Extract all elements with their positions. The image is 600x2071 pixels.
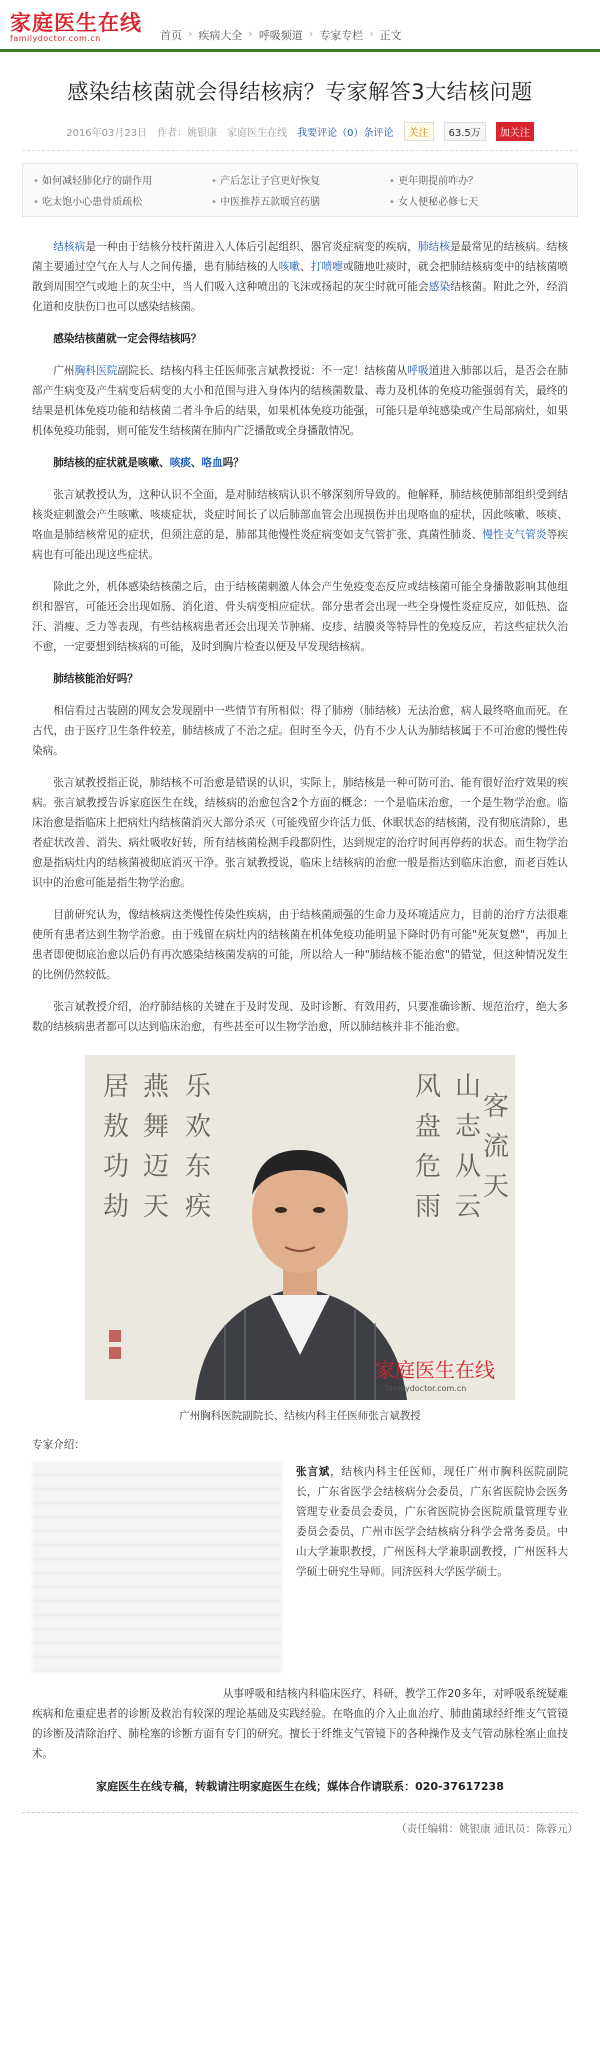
photo-watermark: 家庭医生在线 xyxy=(375,1358,495,1382)
article-source: 家庭医生在线 xyxy=(227,127,288,139)
keyword-link[interactable]: 感染 xyxy=(428,281,451,293)
svg-text:风: 风 xyxy=(415,1072,442,1102)
svg-text:危: 危 xyxy=(415,1152,442,1182)
text: 是最常见的结核病。结核菌主要通过空气在人与人之间传播，患有肺结核的人 xyxy=(32,241,569,273)
photo-caption: 广州胸科医院副院长、结核内科主任医师张言斌教授 xyxy=(179,1410,421,1422)
breadcrumb-separator: › xyxy=(248,27,253,40)
article-meta xyxy=(22,120,578,151)
paragraph: 张言斌教授指正说，肺结核不可治愈是错误的认识，实际上，肺结核是一种可防可治、能有很好治疗效果的疾病。张言斌教授告诉家庭医生在线，结核病的治愈包含2个方面的概念：一个是临床治愈，一个是生物学治愈。临床治愈是指临床上把病灶内结核菌消灭大部分杀灭（可能残留少许活力低、休眠状态的结核菌，没有彻底清除），患者症状改善、消失、病灶吸收好转，所有结核菌检测手段都阴性，达到规定的治疗时间再停药的状态。而生物学治愈是指病灶内的结核菌被彻底消灭干净。张言斌教授说，临床上结核病的治愈一般是指达到临床治愈，而老百姓认识中的治愈可能是指生物学治愈。 xyxy=(32,777,568,889)
text: 肺结核的症状就是咳嗽、 xyxy=(53,457,170,469)
svg-text:功: 功 xyxy=(103,1152,130,1182)
text: 结核菌。附此之外，经消化道和皮肤伤口也可以感染结核菌。 xyxy=(32,281,569,313)
text: 吗？ xyxy=(222,457,244,469)
keyword-link[interactable]: 结核病 xyxy=(53,241,86,253)
copyright-note: 家庭医生在线专稿，转载请注明家庭医生在线；媒体合作请联系：020-37617238 xyxy=(96,1780,504,1793)
svg-text:疾: 疾 xyxy=(185,1192,212,1222)
text: 等疾病也有可能出现这些症状。 xyxy=(32,529,569,561)
expert-bio-continued xyxy=(32,1684,568,1764)
section-heading: 肺结核能治好吗？ xyxy=(53,673,138,685)
expert-name: 张言斌 xyxy=(296,1466,331,1478)
svg-text:山: 山 xyxy=(455,1072,482,1102)
breadcrumb-separator: › xyxy=(188,27,193,40)
comment-link[interactable]: 我要评论（0）条评论 xyxy=(297,127,394,139)
related-link[interactable]: • 产后怎让子宫更好恢复 xyxy=(211,172,389,187)
breadcrumb-expert-column[interactable]: 专家专栏 xyxy=(319,29,364,42)
keyword-link[interactable]: 打喷嚏 xyxy=(310,261,343,273)
keyword-link[interactable]: 呼吸 xyxy=(407,365,429,377)
svg-text:欢: 欢 xyxy=(185,1112,212,1142)
section-heading xyxy=(32,453,568,473)
svg-text:劫: 劫 xyxy=(103,1192,130,1222)
keyword-link[interactable]: 咳嗽 xyxy=(278,261,301,273)
svg-text:燕: 燕 xyxy=(143,1072,170,1102)
editor-credit: （责任编辑：姚银康 通讯员：陈蓉元） xyxy=(22,1812,578,1836)
paragraph xyxy=(32,361,568,441)
related-link[interactable]: • 女人便秘必修七天 xyxy=(389,193,567,208)
logo-domain: familydoctor.com.cn xyxy=(10,34,101,43)
keyword-link[interactable]: 咯血 xyxy=(201,457,223,469)
paragraph: 目前研究认为，像结核病这类慢性传染性疾病，由于结核菌顽强的生命力及环境适应力，目前的治疗方法很难使所有患者达到生物学治愈。由于残留在病灶内的结核菌在机体免疫功能明显下降时仍有可能"死灰复燃"，再加上患者即使彻底治愈以后仍有再次感染结核菌发病的可能，所以给人一种"肺结核不能治愈"的错觉，但这种情况发生的比例仍然较低。 xyxy=(32,909,568,981)
related-links xyxy=(22,163,578,217)
paragraph: 从事呼吸和结核内科临床医疗、科研、教学工作20多年，对呼吸系统疑难疾病和危重症患者的诊断及救治有较深的理论基础及实践经验。在咯血的介入止血治疗、肺曲菌球经纤维支气管镜的诊断及清除治疗、肺栓塞的诊断方面有专门的研究。擅长于纤维支气管镜下的各种操作及支气管动脉栓塞止血技术。 xyxy=(32,1688,568,1760)
text: 副院长、结核内科主任医师张言斌教授说：不一定！结核菌从 xyxy=(117,365,408,377)
svg-text:敖: 敖 xyxy=(103,1112,130,1142)
breadcrumb-separator: › xyxy=(308,27,314,40)
svg-text:迈: 迈 xyxy=(143,1152,170,1182)
keyword-link[interactable]: 咳痰 xyxy=(169,457,191,469)
follow-button[interactable]: 关注 xyxy=(404,122,434,141)
paragraph: 相信看过古装剧的网友会发现剧中一些情节有所相似：得了肺痨（肺结核）无法治愈，病人最终咯血而死。在古代，由于医疗卫生条件较差，肺结核成了不治之症。但时至今天，仍有不少人认为肺结核属于不可治愈的慢性传染病。 xyxy=(32,705,568,757)
text: 张言斌教授认为，这种认识不全面，是对肺结核病认识不够深刻所导致的。他解释，肺结核使肺部组织受到结核炎症刺激会产生咳嗽、咳痰症状，炎症时间长了以后肺部血管会出现损伤并出现咯血的症状，因此咳嗽、咳痰、咯血是肺结核常见的症状，但须注意的是，肺部其他慢性炎症病变如支气管扩张、真菌性肺炎、 xyxy=(32,489,568,541)
paragraph: 张言斌教授介绍，治疗肺结核的关键在于及时发现、及时诊断、有效用药，只要准确诊断、规范治疗，绝大多数的结核病患者都可以达到临床治愈，有些甚至可以生物学治愈，所以肺结核并非不能治愈。 xyxy=(32,1001,568,1033)
related-link[interactable]: • 吃太饱小心患骨质疏松 xyxy=(33,193,211,208)
breadcrumb-current: 正文 xyxy=(379,29,402,42)
logo-text: 家庭医生在线 xyxy=(10,10,142,35)
keyword-link[interactable]: 胸科医院 xyxy=(74,365,118,377)
expert-intro xyxy=(32,1462,568,1672)
keyword-link[interactable]: 慢性支气管炎 xyxy=(482,529,547,541)
paragraph: 除此之外，机体感染结核菌之后，由于结核菌刺激人体会产生免疫变态反应或结核菌可能全身播散影响其他组织和器官，可能还会出现如肠、消化道、骨头病变相应症状。部分患者会出现一些全身慢性炎症反应，如低热、盗汗、消瘦、乏力等表现，有些结核病患者还会出现关节肿痛、皮疹、结膜炎等特异性的免疫反应，若这些症状久治不愈，一定要想到结核病的可能，及时到胸片检查以便及早发现结核病。 xyxy=(32,581,568,653)
follow-count: 63.5万 xyxy=(444,122,486,141)
top-bar xyxy=(0,0,600,52)
svg-text:天: 天 xyxy=(143,1192,170,1222)
expert-intro-label: 专家介绍： xyxy=(32,1439,85,1451)
related-link[interactable]: • 中医推荐五款暖宫药膳 xyxy=(211,193,389,208)
subscribe-button[interactable]: 加关注 xyxy=(496,122,534,141)
text: 广州 xyxy=(53,365,75,377)
article-author: 作者：姚银康 xyxy=(157,127,218,139)
svg-text:舞: 舞 xyxy=(143,1112,170,1142)
breadcrumb-diseases[interactable]: 疾病大全 xyxy=(198,29,243,42)
breadcrumb-respiratory[interactable]: 呼吸频道 xyxy=(258,29,303,42)
text: 、 xyxy=(190,457,202,469)
svg-text:从: 从 xyxy=(455,1152,482,1182)
site-logo[interactable] xyxy=(10,12,142,43)
paragraph xyxy=(32,485,568,565)
svg-text:流: 流 xyxy=(483,1132,510,1162)
svg-text:雨: 雨 xyxy=(415,1192,442,1222)
related-link[interactable]: • 如何减轻肺化疗的副作用 xyxy=(33,172,211,187)
expert-photo xyxy=(85,1055,515,1400)
svg-text:盘: 盘 xyxy=(415,1112,442,1142)
article-title: 感染结核菌就会得结核病？专家解答3大结核问题 xyxy=(67,80,533,104)
article-date: 2016年03月23日 xyxy=(66,127,148,139)
expert-bio xyxy=(296,1462,568,1672)
svg-text:天: 天 xyxy=(483,1172,510,1202)
svg-text:客: 客 xyxy=(483,1092,510,1122)
blurred-advertisement xyxy=(32,1462,282,1672)
svg-text:东: 东 xyxy=(185,1152,212,1182)
text: 、 xyxy=(300,261,311,273)
svg-text:志: 志 xyxy=(455,1112,482,1142)
breadcrumb-home[interactable]: 首页 xyxy=(160,29,182,42)
text: 是一种由于结核分枝杆菌进入人体后引起组织、器官炎症病变的疾病， xyxy=(85,241,418,253)
paragraph xyxy=(32,237,568,317)
text: 道进入肺部以后，是否会在肺部产生病变及产生病变后病变的大小和范围与进入身体内的结核菌数量、毒力及机体的免疫功能强弱有关，最终的结果是机体免疫功能和结核菌二者斗争后的结果，如果机体免疫功能强，可能只是单纯感染或产生局部病灶，如果机体免疫功能弱，则可能发生结核菌在肺内广泛播散或全身播散情况。 xyxy=(32,365,569,437)
breadcrumb-separator: › xyxy=(369,27,374,40)
article-body xyxy=(32,237,568,1037)
breadcrumb xyxy=(160,27,402,43)
related-link[interactable]: • 更年期提前咋办？ xyxy=(389,172,567,187)
photo-watermark-domain: familydoctor.com.cn xyxy=(385,1384,467,1393)
photo-illustration xyxy=(85,1055,515,1400)
svg-text:云: 云 xyxy=(455,1192,482,1222)
text: 或随地吐痰时，就会把肺结核病变中的结核菌喷散到周围空气或地上的灰尘中，当人们吸入这种喷出的飞沫或扬起的灰尘时就可能会 xyxy=(32,261,569,293)
section-heading: 感染结核菌就一定会得结核吗？ xyxy=(53,333,202,345)
svg-text:乐: 乐 xyxy=(185,1072,212,1102)
keyword-link[interactable]: 肺结核 xyxy=(417,241,451,253)
svg-text:居: 居 xyxy=(103,1072,130,1102)
expert-bio-text: ，结核内科主任医师，现任广州市胸科医院副院长，广东省医学会结核病分会委员，广东省医院协会医务管理专业委员会委员，广东省医院协会医院质量管理专业委员会委员，广州市医学会结核病分科学会常务委员。中山大学兼职教授，广州医科大学兼职副教授，广州医科大学硕士研究生导师。同济医科大学医学硕士。 xyxy=(296,1466,569,1578)
